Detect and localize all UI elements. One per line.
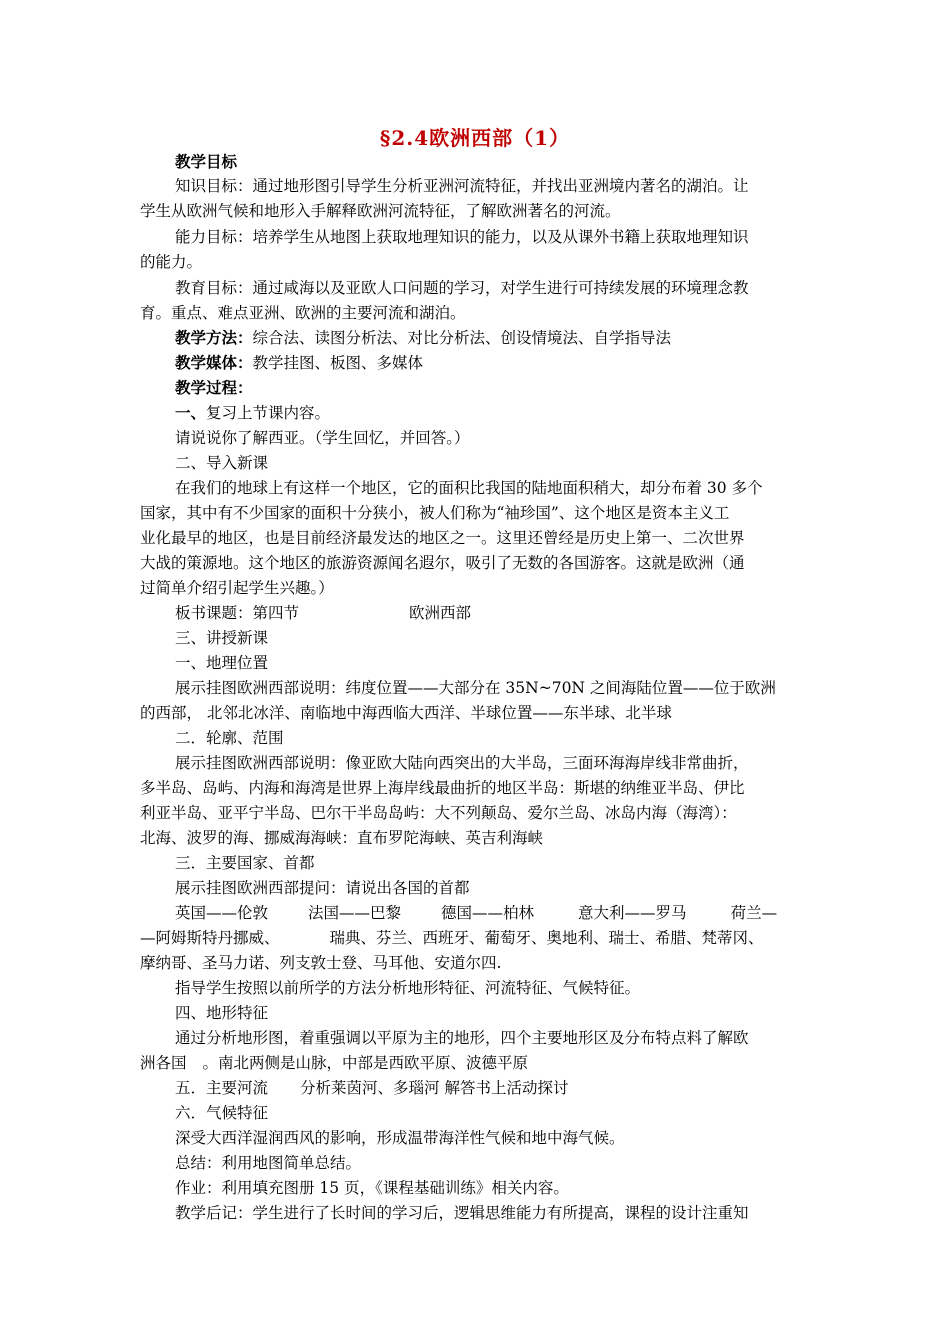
paragraph-line: 的西部， 北邻北冰洋、南临地中海西临大西洋、半球位置——东半球、北半球 bbox=[140, 704, 672, 722]
review-text: 复习上节课内容。 bbox=[206, 404, 331, 422]
board-title-topic: 欧洲西部 bbox=[409, 604, 472, 622]
paragraph-line: 通过分析地形图，着重强调以平原为主的地形，四个主要地形区及分布特点料了解欧 bbox=[175, 1029, 749, 1047]
paragraph-line: 请说说你了解西亚。（学生回忆，并回答。） bbox=[175, 429, 470, 447]
capitals-line bbox=[175, 903, 777, 923]
paragraph-line: 展示挂图欧洲西部提问：请说出各国的首都 bbox=[175, 879, 470, 897]
paragraph-line: 指导学生按照以前所学的方法分析地形特征、河流特征、气候特征。 bbox=[175, 979, 641, 997]
board-title-line bbox=[175, 603, 471, 623]
capital-italy: 意大利——罗马 bbox=[578, 904, 687, 922]
section-heading: 三．主要国家、首都 bbox=[175, 854, 315, 872]
paragraph-line: 作业：利用填充图册 15 页，《课程基础训练》相关内容。 bbox=[175, 1179, 569, 1197]
board-title-label: 板书课题：第四节 bbox=[175, 604, 300, 622]
rivers-line bbox=[175, 1078, 568, 1098]
paragraph-line: 学生从欧洲气候和地形入手解释欧洲河流特征，了解欧洲著名的河流。 bbox=[140, 202, 621, 220]
terrain-line bbox=[140, 1053, 528, 1073]
label-section-one: 一、 bbox=[175, 403, 207, 422]
section-heading: 四、地形特征 bbox=[175, 1004, 269, 1022]
paragraph-line: 知识目标：通过地形图引导学生分析亚洲河流特征，并找出亚洲境内著名的湖泊。让 bbox=[175, 177, 749, 195]
section-heading: 一、地理位置 bbox=[175, 654, 269, 672]
paragraph-line: 教育目标：通过咸海以及亚欧人口问题的学习，对学生进行可持续发展的环境理念教 bbox=[175, 279, 749, 297]
paragraph-line: 大战的策源地。这个地区的旅游资源闻名遐尔，吸引了无数的各国游客。这就是欧洲（通 bbox=[140, 554, 745, 572]
capital-france: 法国——巴黎 bbox=[308, 904, 402, 922]
capital-germany: 德国——柏林 bbox=[441, 904, 535, 922]
section-heading: 二、导入新课 bbox=[175, 454, 269, 472]
paragraph-line: 深受大西洋湿润西风的影响，形成温带海洋性气候和地中海气候。 bbox=[175, 1129, 625, 1147]
teaching-media-value: 教学挂图、板图、多媒体 bbox=[252, 354, 424, 372]
heading-teaching-goals: 教学目标 bbox=[175, 152, 238, 171]
teaching-media-line bbox=[175, 353, 423, 373]
section-review-line bbox=[175, 403, 330, 423]
paragraph-line: 在我们的地球上有这样一个地区，它的面积比我国的陆地面积稍大，却分布着 30 多个 bbox=[175, 479, 763, 497]
label-teaching-method: 教学方法： bbox=[175, 328, 253, 347]
section-heading: 三、讲授新课 bbox=[175, 629, 269, 647]
section-heading: 二．轮廓、范围 bbox=[175, 729, 284, 747]
teaching-method-value: 综合法、读图分析法、对比分析法、创设情境法、自学指导法 bbox=[252, 329, 672, 347]
paragraph-line: 能力目标：培养学生从地图上获取地理知识的能力，以及从课外书籍上获取地理知识 bbox=[175, 228, 749, 246]
paragraph-line: 教学后记：学生进行了长时间的学习后，逻辑思维能力有所提高，课程的设计注重知 bbox=[175, 1204, 749, 1222]
paragraph-line: 育。重点、难点亚洲、欧洲的主要河流和湖泊。 bbox=[140, 304, 466, 322]
countries-line bbox=[140, 928, 764, 948]
section-heading: 六．气候特征 bbox=[175, 1104, 269, 1122]
teaching-method-line bbox=[175, 328, 671, 348]
paragraph-line: 展示挂图欧洲西部说明：纬度位置——大部分在 35N~70N 之间海陆位置——位于欧洲 bbox=[175, 679, 776, 697]
paragraph-line: 国家，其中有不少国家的面积十分狭小，被人们称为“袖珍国”、这个地区是资本主义工 bbox=[140, 504, 730, 522]
capital-uk: 英国——伦敦 bbox=[175, 904, 269, 922]
paragraph-line: 多半岛、岛屿、内海和海湾是世界上海岸线最曲折的地区半岛：斯堪的纳维亚半岛、伊比 bbox=[140, 779, 745, 797]
section-heading-rivers: 五．主要河流 bbox=[175, 1079, 269, 1097]
paragraph-line: 利亚半岛、亚平宁半岛、巴尔干半岛岛屿：大不列颠岛、爱尔兰岛、冰岛内海（海湾）： bbox=[140, 804, 737, 822]
paragraph-line: 业化最早的地区，也是目前经济最发达的地区之一。这里还曾经是历史上第一、二次世界 bbox=[140, 529, 745, 547]
paragraph-line: 的能力。 bbox=[140, 253, 203, 271]
rivers-text: 分析莱茵河、多瑙河 解答书上活动探讨 bbox=[300, 1079, 569, 1097]
label-teaching-media: 教学媒体： bbox=[175, 353, 253, 372]
paragraph-line: 过简单介绍引起学生兴趣。） bbox=[140, 579, 334, 597]
paragraph-line: 展示挂图欧洲西部说明：像亚欧大陆向西突出的大半岛，三面环海海岸线非常曲折， bbox=[175, 754, 749, 772]
countries-list: 瑞典、芬兰、西班牙、葡萄牙、奥地利、瑞士、希腊、梵蒂冈、 bbox=[329, 929, 764, 947]
page-title: §2.4欧洲西部（1） bbox=[379, 126, 571, 150]
heading-teaching-process: 教学过程： bbox=[175, 378, 253, 397]
terrain-text-b: 。南北两侧是山脉，中部是西欧平原、波德平原 bbox=[202, 1054, 529, 1072]
paragraph-line: 总结：利用地图简单总结。 bbox=[175, 1154, 362, 1172]
paragraph-line: 北海、波罗的海、挪威海海峡：直布罗陀海峡、英吉利海峡 bbox=[140, 829, 544, 847]
terrain-text-a: 洲各国 bbox=[140, 1054, 187, 1072]
paragraph-line: 摩纳哥、圣马力诺、列支敦士登、马耳他、安道尔四. bbox=[140, 954, 502, 972]
capital-netherlands: 荷兰— bbox=[730, 904, 778, 922]
capital-netherlands-cont: —阿姆斯特丹挪威、 bbox=[140, 929, 280, 947]
